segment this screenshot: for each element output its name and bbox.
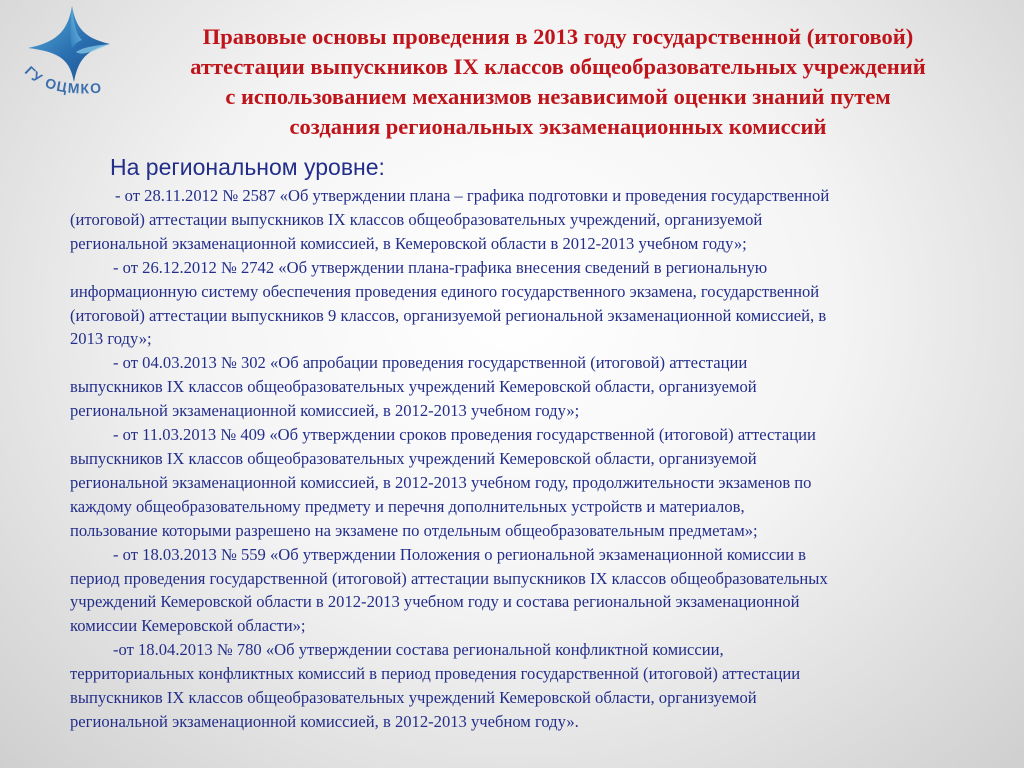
text-line: выпускников IX классов общеобразовательных учреждений Кемеровской области, организуемой: [70, 448, 757, 468]
list-item: [70, 351, 1000, 423]
text-line: 2013 году»;: [70, 329, 152, 349]
text-line: - от 28.11.2012 № 2587 «Об утверждении плана – графика подготовки и проведения государственной: [115, 186, 830, 205]
text-line: (итоговой) аттестации выпускников 9 классов, организуемой региональной экзаменационной комиссией, в: [70, 305, 827, 325]
text-line: комиссии Кемеровской области»;: [70, 616, 306, 636]
title-line: создания региональных экзаменационных комиссий: [289, 114, 827, 139]
text-line: - от 18.03.2013 № 559 «Об утверждении Положения о региональной экзаменационной комиссии в: [113, 544, 806, 564]
list-item: [70, 423, 1000, 543]
text-line: пользование которыми разрешено на экзамене по отдельным общеобразовательным предметам»;: [70, 520, 758, 540]
list-item: [70, 184, 1000, 256]
title-line: с использованием механизмов независимой оценки знаний путем: [225, 84, 891, 109]
text-line: выпускников IX классов общеобразовательных учреждений Кемеровской области, организуемой: [70, 688, 757, 708]
title-line: аттестации выпускников IX классов общеобразовательных учреждений: [190, 54, 926, 79]
title-line: Правовые основы проведения в 2013 году государственной (итоговой): [202, 24, 914, 49]
list-item: [70, 256, 1000, 352]
document-body: [70, 184, 1000, 734]
section-heading: На региональном уровне:: [110, 154, 385, 180]
text-line: (итоговой) аттестации выпускников IX классов общеобразовательных учреждений, организуемой: [70, 209, 763, 229]
text-line: учреждений Кемеровской области в 2012-2013 учебном году и состава региональной экзаменационной: [70, 592, 800, 612]
text-line: - от 26.12.2012 № 2742 «Об утверждении плана-графика внесения сведений в региональную: [113, 257, 768, 277]
page-title: [118, 22, 998, 142]
text-line: региональной экзаменационной комиссией, в 2012-2013 учебном году, продолжительности экзаменов по: [70, 472, 812, 492]
logo-text: ГУ ОЦМКО: [21, 62, 104, 97]
text-line: - от 04.03.2013 № 302 «Об апробации проведения государственной (итоговой) аттестации: [113, 353, 748, 373]
text-line: -от 18.04.2013 № 780 «Об утверждении состава региональной конфликтной комиссии,: [113, 640, 724, 660]
text-line: выпускников IX классов общеобразовательных учреждений Кемеровской области, организуемой: [70, 377, 757, 397]
text-line: региональной экзаменационной комиссией, в 2012-2013 учебном году».: [70, 711, 579, 731]
text-line: каждому общеобразовательному предмету и перечня дополнительных устройств и материалов,: [70, 496, 745, 516]
svg-text:ГУ ОЦМКО: [22, 63, 103, 97]
text-line: территориальных конфликтных комиссий в период проведения государственной (итоговой) аттестации: [70, 664, 801, 684]
text-line: период проведения государственной (итоговой) аттестации выпускников IX классов общеобразовательных: [70, 568, 828, 588]
text-line: - от 11.03.2013 № 409 «Об утверждении сроков проведения государственной (итоговой) аттестации: [113, 425, 816, 445]
text-line: информационную систему обеспечения проведения единого государственного экзамена, государственной: [70, 281, 820, 301]
text-line: региональной экзаменационной комиссией, в 2012-2013 учебном году»;: [70, 401, 580, 421]
text-line: региональной экзаменационной комиссией, в Кемеровской области в 2012-2013 учебном году»;: [70, 233, 747, 253]
list-item: [70, 543, 1000, 639]
list-item: [70, 638, 1000, 734]
